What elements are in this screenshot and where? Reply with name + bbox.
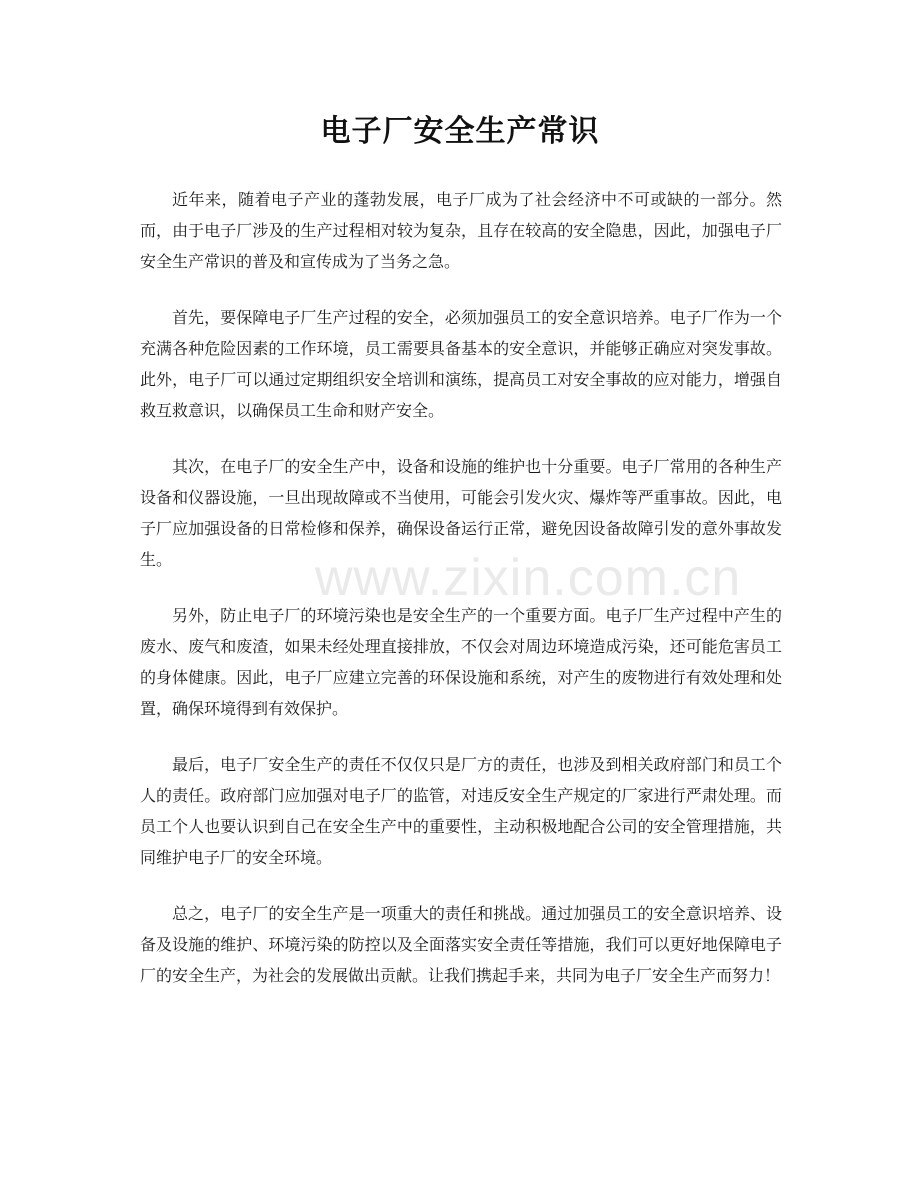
paragraph-5: 最后，电子厂安全生产的责任不仅仅只是厂方的责任，也涉及到相关政府部门和员工个人的责任。政府部门应加强对电子厂的监管，对违反安全生产规定的厂家进行严肃处理。而员工个人也要认识到自己在安全生产中的重要性，主动积极地配合公司的安全管理措施，共同维护电子厂的安全环境。 bbox=[140, 755, 782, 867]
paragraph-3: 其次，在电子厂的安全生产中，设备和设施的维护也十分重要。电子厂常用的各种生产设备和仪器设施，一旦出现故障或不当使用，可能会引发火灾、爆炸等严重事故。因此，电子厂应加强设备的日常检修和保养，确保设备运行正常，避免因设备故障引发的意外事故发生。 bbox=[140, 457, 782, 569]
paragraph-2: 首先，要保障电子厂生产过程的安全，必须加强员工的安全意识培养。电子厂作为一个充满各种危险因素的工作环境，员工需要具备基本的安全意识，并能够正确应对突发事故。此外，电子厂可以通过定期组织安全培训和演练，提高员工对安全事故的应对能力，增强自救互救意识，以确保员工生命和财产安全。 bbox=[140, 308, 782, 420]
document-body bbox=[140, 184, 782, 1016]
paragraph-1: 近年来，随着电子产业的蓬勃发展，电子厂成为了社会经济中不可或缺的一部分。然而，由于电子厂涉及的生产过程相对较为复杂，且存在较高的安全隐患，因此，加强电子厂安全生产常识的普及和宣传成为了当务之急。 bbox=[140, 190, 782, 271]
document-title: 电子厂安全生产常识 bbox=[320, 114, 600, 149]
paragraph-4: 另外，防止电子厂的环境污染也是安全生产的一个重要方面。电子厂生产过程中产生的废水、废气和废渣，如果未经处理直接排放，不仅会对周边环境造成污染，还可能危害员工的身体健康。因此，电子厂应建立完善的环保设施和系统，对产生的废物进行有效处理和处置，确保环境得到有效保护。 bbox=[140, 606, 782, 718]
watermark: www.zixin.com.cn bbox=[315, 549, 742, 607]
paragraph-6: 总之，电子厂的安全生产是一项重大的责任和挑战。通过加强员工的安全意识培养、设备及设施的维护、环境污染的防控以及全面落实安全责任等措施，我们可以更好地保障电子厂的安全生产，为社会的发展做出贡献。让我们携起手来，共同为电子厂安全生产而努力！ bbox=[140, 904, 782, 985]
